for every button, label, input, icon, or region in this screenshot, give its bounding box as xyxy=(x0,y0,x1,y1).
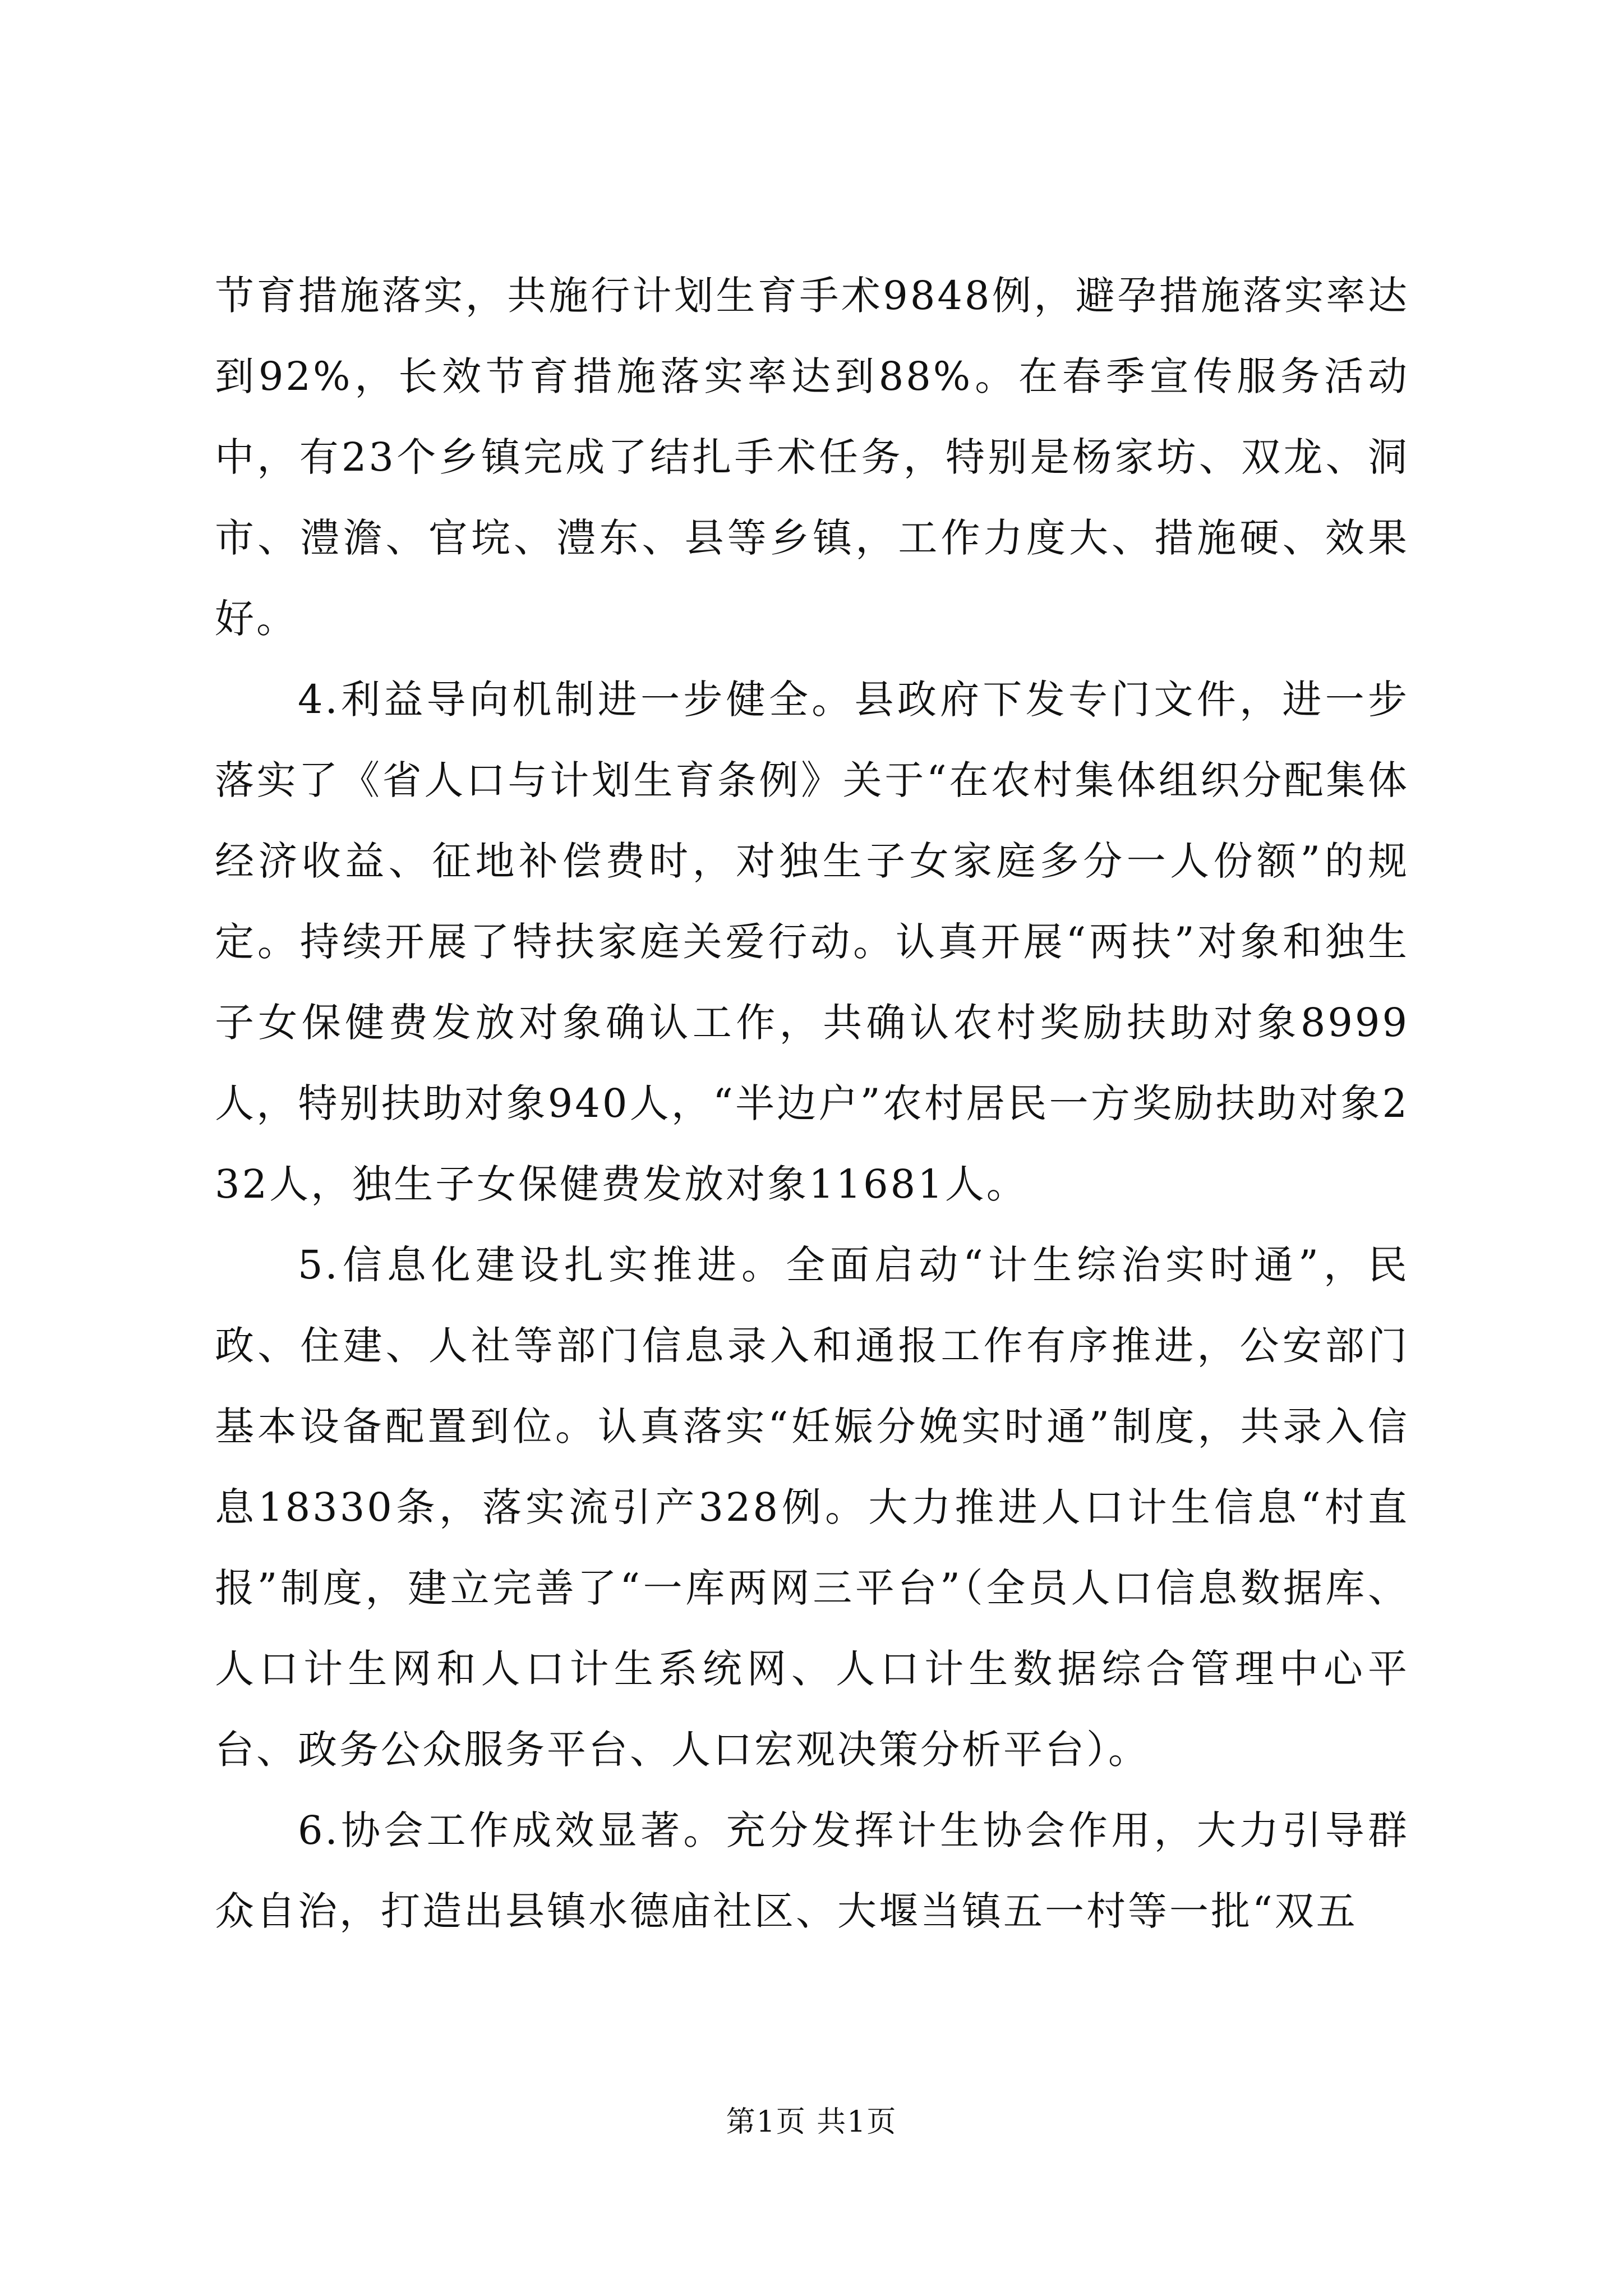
page-footer: 第1页 共1页 xyxy=(726,2105,897,2139)
document-body xyxy=(215,255,1409,1952)
paragraph-interest-mechanism: 4.利益导向机制进一步健全。县政府下发专门文件，进一步落实了《省人口与计划生育条例》关于“在农村集体组织分配集体经济收益、征地补偿费时，对独生子女家庭多分一人份额”的规定。持续开展了特扶家庭关爱行动。认真开展“两扶”对象和独生子女保健费发放对象确认工作，共确认农村奖励扶助对象8999人，特别扶助对象940人，“半边户”农村居民一方奖励扶助对象232人，独生子女保健费发放对象11681人。 xyxy=(215,677,1409,1207)
paragraph-informatization: 5.信息化建设扎实推进。全面启动“计生综治实时通”，民政、住建、人社等部门信息录入和通报工作有序推进，公安部门基本设备配置到位。认真落实“妊娠分娩实时通”制度，共录入信息18330条，落实流引产328例。大力推进人口计生信息“村直报”制度，建立完善了“一库两网三平台”（全员人口信息数据库、人口计生网和人口计生系统网、人口计生数据综合管理中心平台、政务公众服务平台、人口宏观决策分析平台）。 xyxy=(215,1242,1409,1773)
paragraph-continued: 节育措施落实，共施行计划生育手术9848例，避孕措施落实率达到92%，长效节育措施落实率达到88%。在春季宣传服务活动中，有23个乡镇完成了结扎手术任务，特别是杨家坊、双龙、洞市、澧澹、官垸、澧东、县等乡镇，工作力度大、措施硬、效果好。 xyxy=(215,273,1409,642)
paragraph-association-work: 6.协会工作成效显著。充分发挥计生协会作用，大力引导群众自治，打造出县镇水德庙社区、大堰当镇五一村等一批“双五 xyxy=(215,1807,1409,1934)
